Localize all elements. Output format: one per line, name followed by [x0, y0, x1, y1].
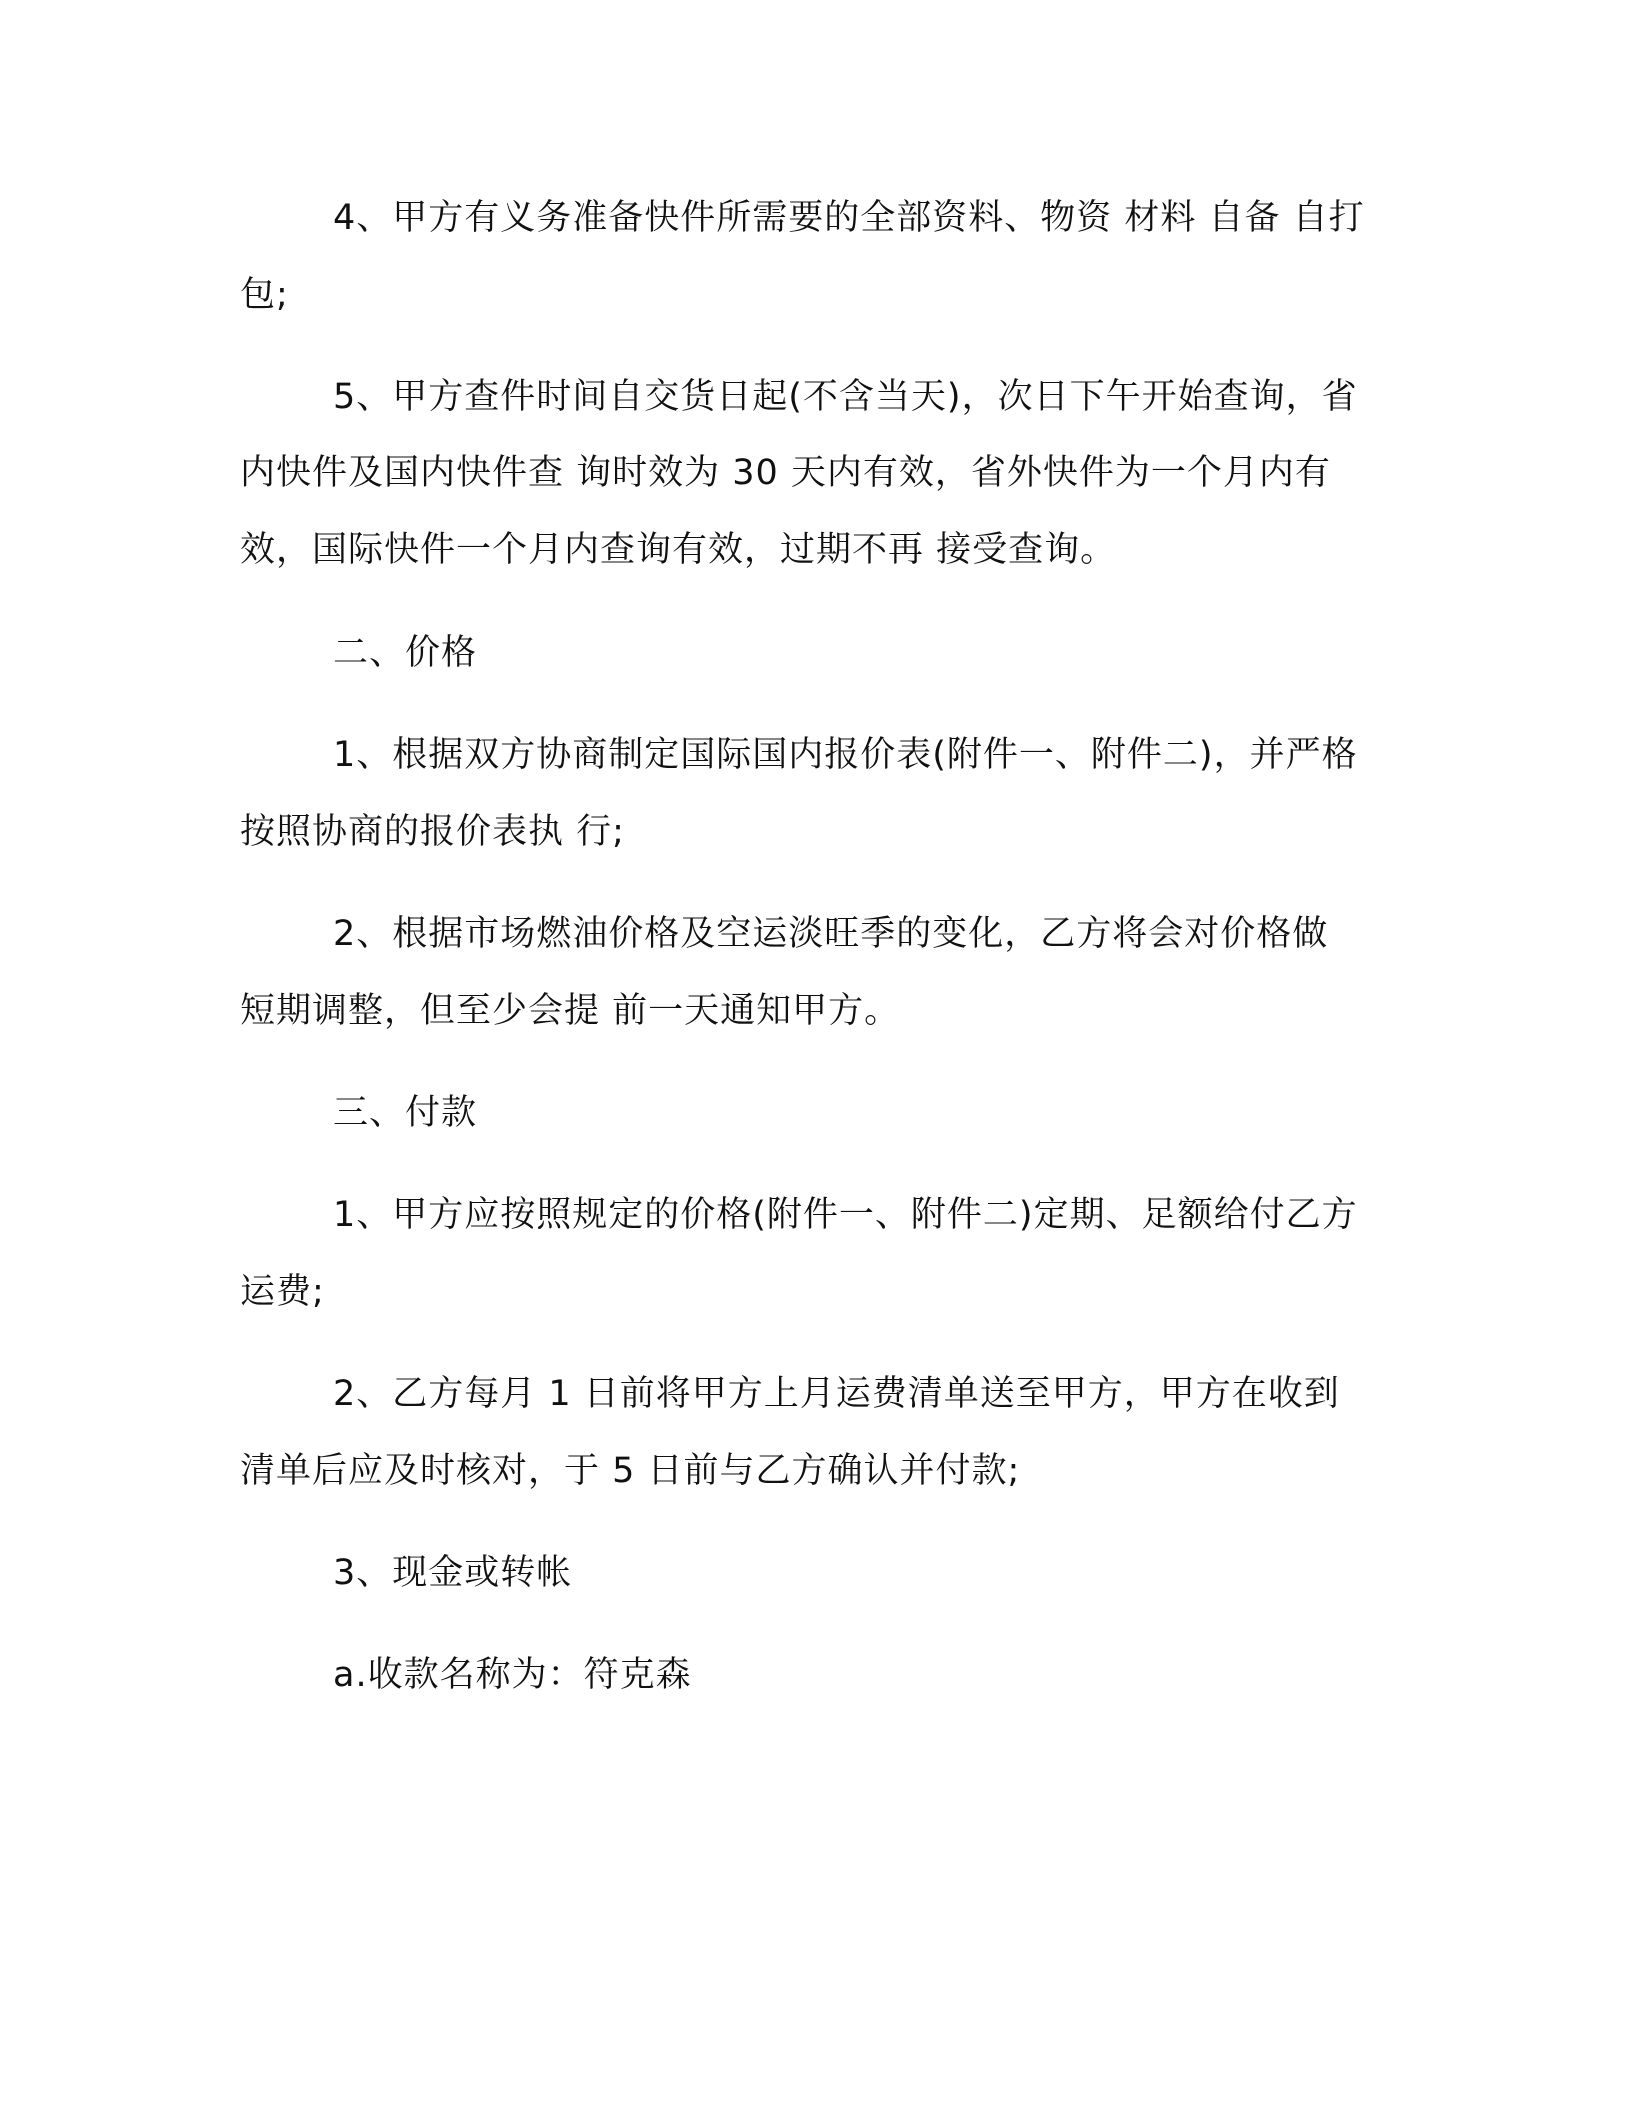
payment-item-3: 3、现金或转帐 — [333, 1553, 573, 1593]
payment-item-1-line-2: 运费; — [240, 1272, 325, 1312]
paragraph-4-line-1: 4、甲方有义务准备快件所需要的全部资料、物资 材料 自备 自打 — [333, 198, 1365, 238]
paragraph-5-line-1: 5、甲方查件时间自交货日起(不含当天)，次日下午开始查询，省 — [333, 377, 1358, 417]
price-item-1-line-1: 1、根据双方协商制定国际国内报价表(附件一、附件二)，并严格 — [333, 735, 1358, 775]
paragraph-4-line-2: 包; — [240, 275, 289, 315]
price-item-2-line-2: 短期调整，但至少会提 前一天通知甲方。 — [240, 991, 901, 1031]
payment-item-3a-payee: a.收款名称为：符克森 — [333, 1655, 692, 1695]
paragraph-5-line-3: 效，国际快件一个月内查询有效，过期不再 接受查询。 — [240, 530, 1117, 570]
section-heading-price: 二、价格 — [333, 633, 478, 673]
payment-item-2-line-1: 2、乙方每月 1 日前将甲方上月运费清单送至甲方，甲方在收到 — [333, 1374, 1340, 1414]
price-item-2-line-1: 2、根据市场燃油价格及空运淡旺季的变化，乙方将会对价格做 — [333, 914, 1329, 954]
paragraph-5-line-2: 内快件及国内快件查 询时效为 30 天内有效，省外快件为一个月内有 — [240, 453, 1331, 493]
payment-item-2-line-2: 清单后应及时核对，于 5 日前与乙方确认并付款; — [240, 1451, 1021, 1491]
price-item-1-line-2: 按照协商的报价表执 行; — [240, 812, 625, 852]
section-heading-payment: 三、付款 — [333, 1093, 478, 1133]
payment-item-1-line-1: 1、甲方应按照规定的价格(附件一、附件二)定期、足额给付乙方 — [333, 1195, 1358, 1235]
